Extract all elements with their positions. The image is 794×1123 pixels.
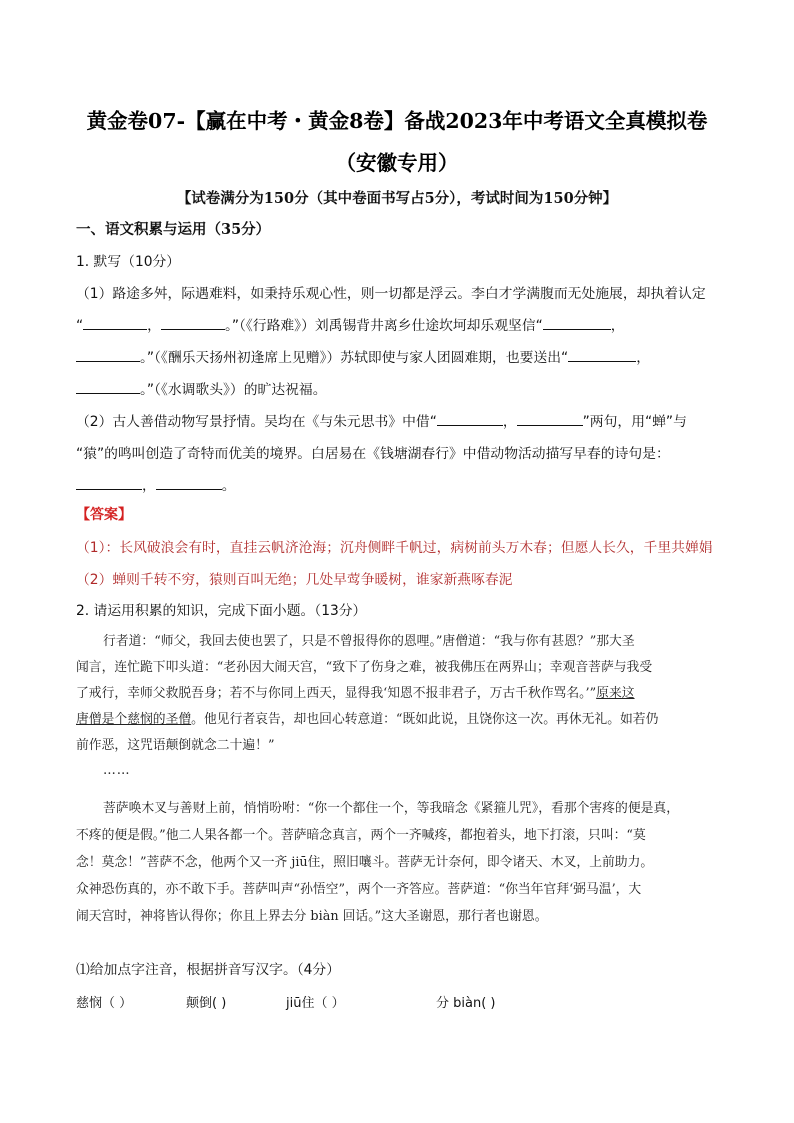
fill-blank[interactable] bbox=[161, 317, 225, 330]
fill-blank[interactable] bbox=[76, 349, 140, 362]
pinyin-item-3[interactable]: jiū住（ ） bbox=[286, 996, 345, 1011]
q1-text: 。 bbox=[221, 478, 236, 494]
q1-text: “ bbox=[76, 318, 84, 334]
passage-line bbox=[76, 682, 635, 701]
q1-part2-line3 bbox=[76, 474, 236, 494]
underlined-sentence: 唐僧是个慈悯的圣僧 bbox=[76, 712, 192, 727]
exam-info: 【试卷满分为150分（其中卷面书写占5分），考试时间为150分钟】 bbox=[176, 190, 618, 207]
q1-text: ， bbox=[636, 350, 650, 366]
fill-blank[interactable] bbox=[83, 317, 147, 330]
passage-text: 。他见行者哀告，却也回心转意道：“既如此说，且饶你这一次。再休无礼。如若仍 bbox=[191, 712, 659, 727]
passage-line: 念！莫念！”菩萨不念，他两个又一齐 jiū住，照旧嚷斗。菩萨无计奈何，即令诸天、木叉，上前助力。 bbox=[76, 855, 654, 870]
fill-blank[interactable] bbox=[568, 349, 636, 362]
fill-blank[interactable] bbox=[76, 381, 140, 394]
answer-2: （2）蝉则千转不穷，猿则百叫无绝；几处早莺争暖树，谁家新燕啄春泥 bbox=[76, 572, 513, 588]
pinyin-item-1[interactable]: 慈悯（ ） bbox=[76, 996, 133, 1011]
subquestion-1-label: ⑴给加点字注音，根据拼音写汉字。（4分） bbox=[76, 962, 341, 978]
passage-line: 闹天宫时，神将皆认得你；你且上界去分 biàn 回话。”这大圣谢恩，那行者也谢恩。 bbox=[76, 909, 548, 924]
fill-blank[interactable] bbox=[76, 477, 142, 490]
q1-part1-line4 bbox=[76, 378, 327, 398]
pinyin-item-2[interactable]: 颠倒( ) bbox=[186, 996, 227, 1011]
ellipsis: …… bbox=[103, 763, 131, 778]
q1-part1-line3 bbox=[76, 346, 650, 366]
answer-1: （1）：长风破浪会有时，直挂云帆济沧海；沉舟侧畔千帆过，病树前头万木春；但愿人长久，千里共婵娟 bbox=[76, 540, 713, 556]
page-subtitle: （安徽专用） bbox=[335, 151, 459, 175]
underlined-sentence: 原来这 bbox=[596, 686, 635, 701]
passage-text: 了戒行，幸师父救脱吾身；若不与你同上西天，显得我‘知恩不报非君子，万古千秋作骂名。’” bbox=[76, 686, 597, 701]
question-1-label: 1. 默写（10分） bbox=[76, 254, 181, 270]
q1-part1-line1: （1）路途多舛，际遇难料，如秉持乐观心性，则一切都是浮云。李白才学满腹而无处施展，却执着认定 bbox=[76, 286, 706, 302]
passage-line: 不疼的便是假。”他二人果各都一个。菩萨暗念真言，两个一齐喊疼，都抱着头，地下打滚，只叫：“莫 bbox=[76, 828, 646, 843]
q1-text: ， bbox=[502, 414, 517, 430]
passage-line: 闻言，连忙跪下叩头道：“老孙因大闹天宫，“致下了伤身之难，被我佛压在两界山；幸观音菩萨与我受 bbox=[76, 660, 653, 675]
q1-part2-line1 bbox=[76, 410, 687, 430]
passage-line: 前作恶，这咒语颠倒就念二十遍！” bbox=[76, 738, 275, 753]
section-heading: 一、语文积累与运用（35分） bbox=[76, 221, 271, 238]
page-title: 黄金卷07-【赢在中考・黄金8卷】备战2023年中考语文全真模拟卷 bbox=[86, 109, 708, 133]
q1-text: ”两句，用“蝉”与 bbox=[582, 414, 687, 430]
q1-part2-line2: “猿”的鸣叫创造了奇特而优美的境界。白居易在《钱塘湖春行》中借动物活动描写早春的诗句是： bbox=[76, 446, 670, 462]
fill-blank[interactable] bbox=[543, 317, 611, 330]
q1-text: 。”（《水调歌头》）的旷达祝福。 bbox=[140, 382, 327, 398]
q1-part1-line2 bbox=[76, 314, 625, 334]
passage-line: 众神恐伤真的，亦不敢下手。菩萨叫声“孙悟空”，两个一齐答应。菩萨道：“你当年官拜‘弼马温’，大 bbox=[76, 882, 642, 897]
answer-label: 【答案】 bbox=[76, 507, 132, 523]
q1-text: 。”（《酬乐天扬州初逢席上见赠》）苏轼即使与家人团圆难期，也要送出“ bbox=[140, 350, 569, 366]
question-2-label: 2. 请运用积累的知识，完成下面小题。（13分） bbox=[76, 603, 367, 619]
passage-line bbox=[76, 708, 658, 727]
fill-blank[interactable] bbox=[156, 477, 222, 490]
q1-text: 。”（《行路难》）刘禹锡背井离乡仕途坎坷却乐观坚信“ bbox=[224, 318, 543, 334]
passage-line: 菩萨唤木叉与善财上前，悄悄吩咐：“你一个都住一个，等我暗念《紧箍儿咒》，看那个害疼的便是真， bbox=[103, 801, 680, 816]
fill-blank[interactable] bbox=[517, 413, 583, 426]
q1-text: ， bbox=[610, 318, 625, 334]
passage-line: 行者道：“师父，我回去使也罢了，只是不曾报得你的恩哩。”唐僧道：“我与你有甚恩？”那大圣 bbox=[103, 634, 635, 649]
q1-text: （2）古人善借动物写景抒情。吴均在《与朱元思书》中借“ bbox=[76, 414, 437, 430]
pinyin-item-4[interactable]: 分 biàn( ) bbox=[436, 996, 496, 1011]
q1-text: ， bbox=[147, 318, 161, 334]
fill-blank[interactable] bbox=[437, 413, 503, 426]
q1-text: ， bbox=[142, 478, 156, 494]
